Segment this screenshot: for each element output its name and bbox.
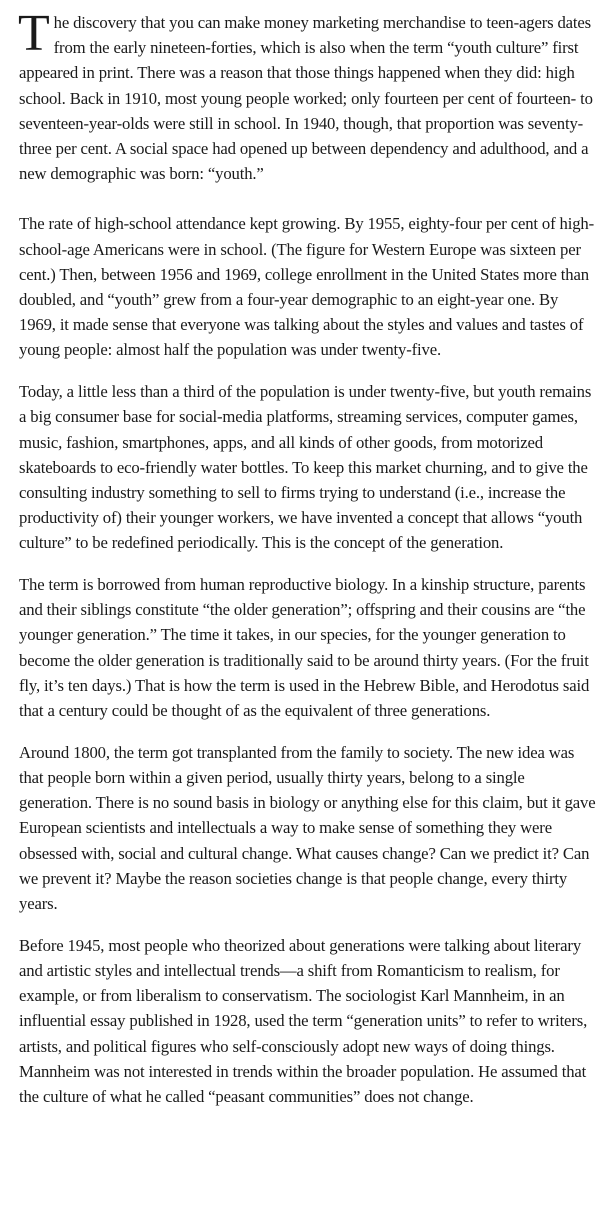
drop-cap: T	[18, 5, 50, 62]
article-paragraph-4: The term is borrowed from human reproductive biology. In a kinship structure, parents and their siblings constitute “the older generation”; offspring and their cousins are “the younger generation.” The time it takes, in our species, for the younger generation to become the older generation is traditionally said to be around thirty years. (For the fruit fly, it’s ten days.) That is how the term is used in the Hebrew Bible, and Herodotus said that a century could be thought of as the equivalent of three generations.	[19, 575, 590, 721]
article-paragraph-6: Before 1945, most people who theorized about generations were talking about literary and artistic styles and intellectual trends—a shift from Romanticism to realism, for example, or from liberalism to conservatism. The sociologist Karl Mannheim, in an influential essay published in 1928, used the term “generation units” to refer to writers, artists, and political figures who self-consciously adopt new ways of doing things. Mannheim was not interested in trends within the broader population. He assumed that the culture of what he called “peasant communities” does not change.	[19, 935, 588, 1106]
first-paragraph-text: he discovery that you can make money marketing merchandise to teen-agers dates from the early nineteen-forties, which is also when the term “youth culture” first appeared in print. There was a reason that those things happened when they did: high school. Back in 1910, most young people worked; only fourteen per cent of fourteen- to seventeen-year-olds were still in school. In 1940, though, that proportion was seventy-three per cent. A social space had opened up between dependency and adulthood, and a new demographic was born: “youth.”	[19, 13, 593, 184]
article-paragraph-1	[18, 5, 599, 186]
article-paragraph-2: The rate of high-school attendance kept growing. By 1955, eighty-four per cent of high-school-age Americans were in school. (The figure for Western Europe was sixteen per cent.) Then, between 1956 and 1969, college enrollment in the United States more than doubled, and “youth” grew from a four-year demographic to an eight-year one. By 1969, it made sense that everyone was talking about the styles and values and tastes of young people: almost half the population was under twenty-five.	[19, 214, 595, 360]
article-paragraph-5: Around 1800, the term got transplanted from the family to society. The new idea was that people born within a given period, usually thirty years, belong to a single generation. There is no sound basis in biology or anything else for this claim, but it gave European scientists and intellectuals a way to make sense of something they were obsessed with, social and cultural change. What causes change? Can we predict it? Can we prevent it? Maybe the reason societies change is that people change, every thirty years.	[19, 742, 596, 913]
article-paragraph-3: Today, a little less than a third of the population is under twenty-five, but youth remains a big consumer base for social-media platforms, streaming services, computer games, music, fashion, smartphones, apps, and all kinds of other goods, from motorized skateboards to eco-friendly water bottles. To keep this market churning, and to give the consulting industry something to sell to firms trying to understand (i.e., increase the productivity of) their younger workers, we have invented a concept that allows “youth culture” to be redefined periodically. This is the concept of the generation.	[19, 382, 592, 553]
